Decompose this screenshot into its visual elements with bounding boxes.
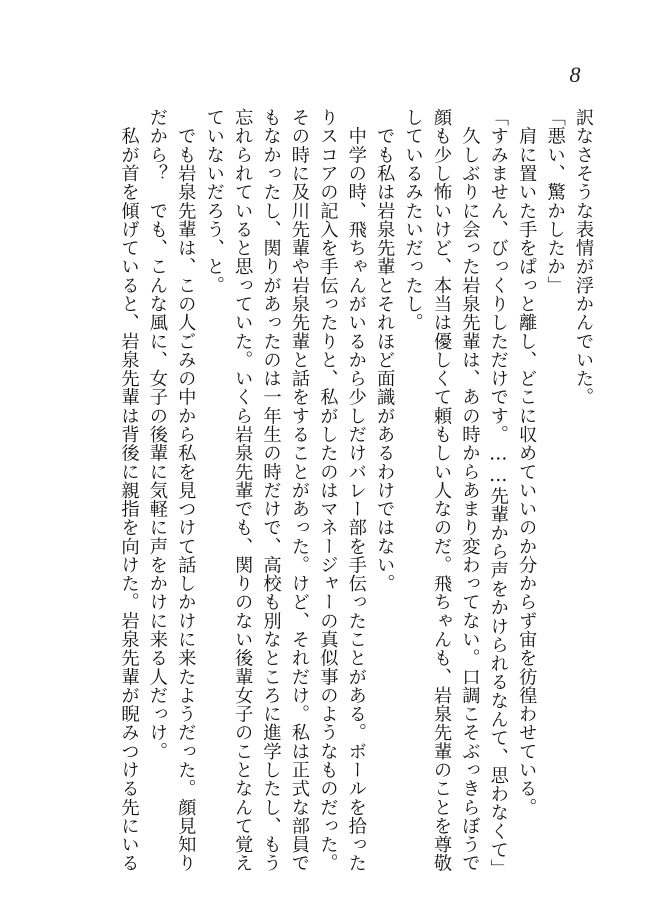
page-number: 8 — [569, 62, 581, 87]
text-line: 私が首を傾げていると、岩泉先輩は背後に親指を向けた。岩泉先輩が睨みつける先にいる — [118, 108, 140, 873]
text-line: 「悪い、驚かしたか」 — [544, 108, 566, 295]
text-line: だから？ でも、こんな風に、女子の後輩に気軽に声をかけに来る人だっけ。 — [146, 108, 168, 761]
text-line: その時に及川先輩や岩泉先輩と話をすることがあった。けど、それだけ。私は正式な部員で — [288, 108, 310, 873]
text-line: しているみたいだったし。 — [402, 108, 424, 332]
text-line: もなかったし、関りがあったのは一年生の時だけで、高校も別なところに進学したし、もう — [260, 108, 282, 873]
text-line: 「すみません、びっくりしただけです。……先輩から声をかけられるなんて、思わなくて」 — [487, 108, 509, 878]
text-line: りスコアの記入を手伝ったりと、私がしたのはマネージャーの真似事のようなものだった。 — [317, 108, 339, 873]
text-line: ていないだろう、と。 — [203, 108, 225, 295]
text-line: 顔も少し怖いけど、本当は優しくて頼もしい人なのだ。飛ちゃんも、岩泉先輩のことを尊敬 — [430, 108, 452, 873]
text-line: でも私は岩泉先輩とそれほど面識があるわけではない。 — [374, 108, 396, 593]
novel-body-text — [114, 108, 597, 878]
text-line: でも岩泉先輩は、この人ごみの中から私を見つけて話しかけに来たようだった。顔見知り — [175, 108, 197, 873]
text-line: 忘れられていると思っていた。いくら岩泉先輩でも、関りのない後輩女子のことなんて覚え — [232, 108, 254, 873]
text-line: 訳なさそうな表情が浮かんでいた。 — [573, 108, 594, 407]
text-line: 肩に置いた手をぱっと離し、どこに収めていいのか分からず宙を彷徨わせている。 — [516, 108, 538, 817]
text-line: 久しぶりに会った岩泉先輩は、あの時からあまり変わってない。口調こそぶっきらぼうで — [459, 108, 481, 873]
text-line: 中学の時、飛ちゃんがいるから少しだけバレー部を手伝ったことがある。ボールを拾った — [345, 108, 367, 873]
